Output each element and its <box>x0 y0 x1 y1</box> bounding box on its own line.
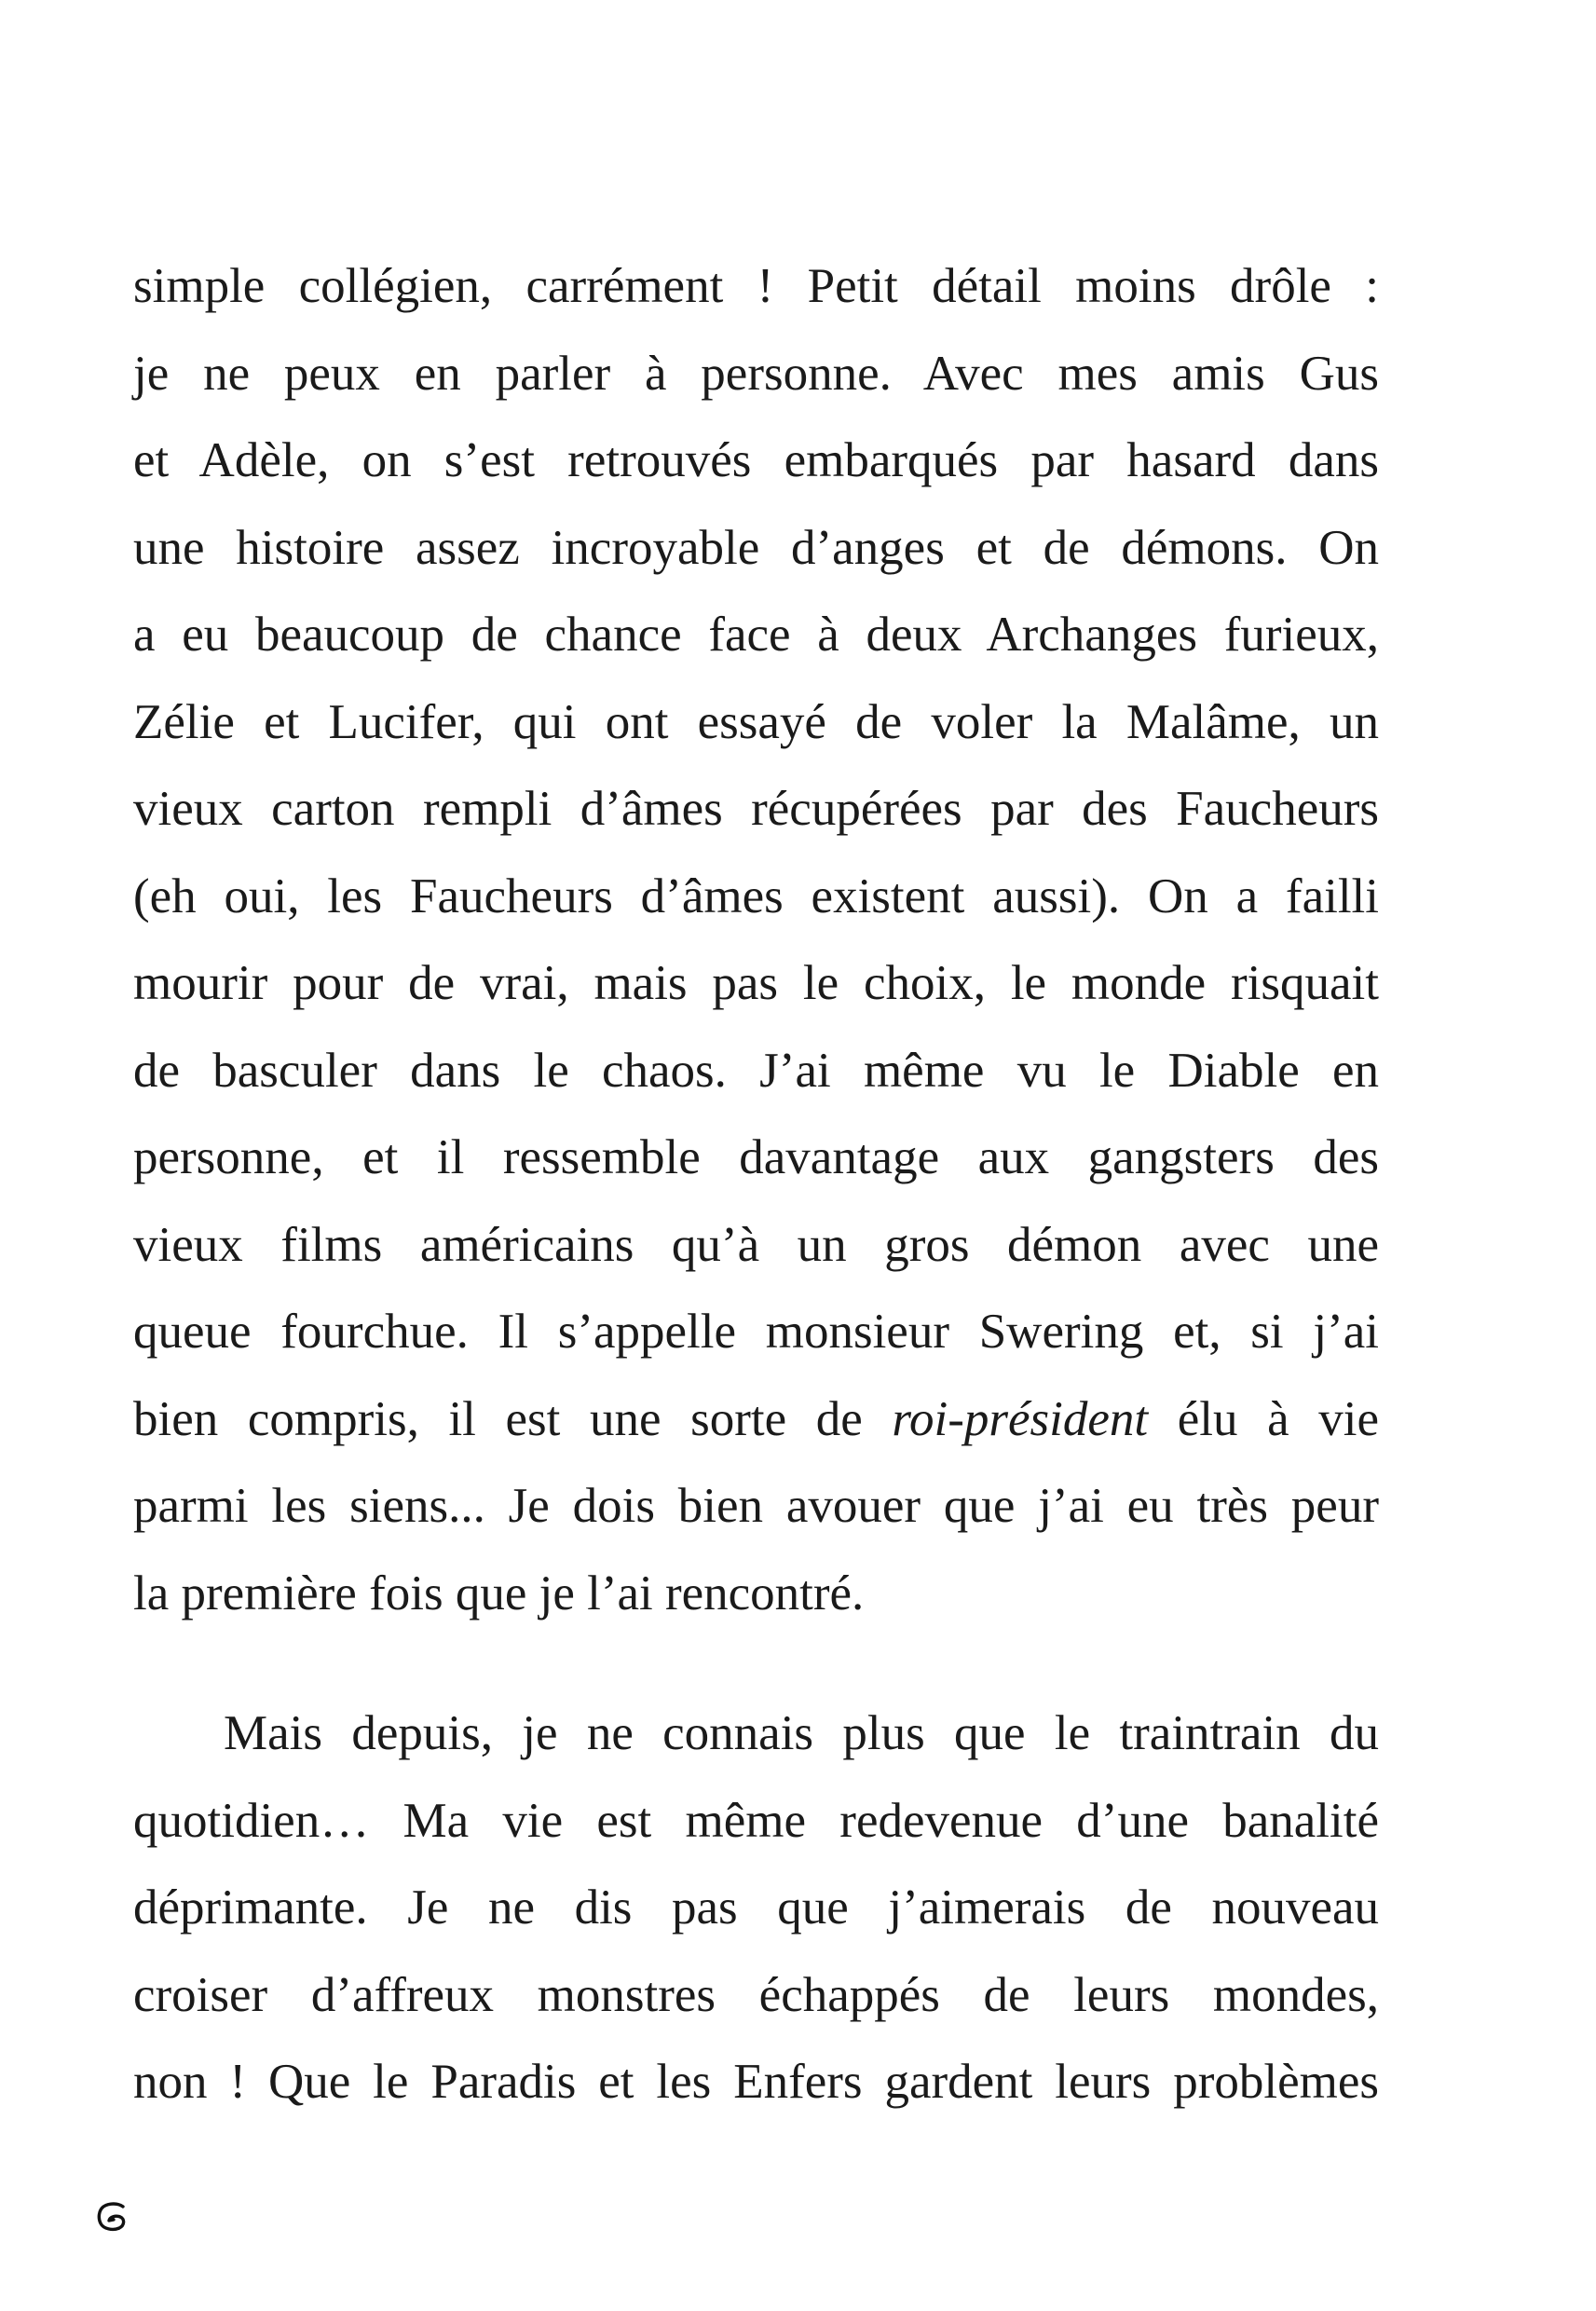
text-line: parmi les siens... Je dois bien avouer que j’ai eu très peur <box>133 1479 1379 1533</box>
text-line: de basculer dans le chaos. J’ai même vu le Diable en <box>133 1043 1379 1098</box>
text-segment: élu à vie <box>1148 1391 1379 1446</box>
text-line: la première fois que je l’ai rencontré. <box>133 1566 865 1620</box>
text-line: Zélie et Lucifer, qui ont essayé de voler la Malâme, un <box>133 694 1379 749</box>
text-line: et Adèle, on s’est retrouvés embarqués par hasard dans <box>133 433 1379 487</box>
text-line: personne, et il ressemble davantage aux gangsters des <box>133 1130 1379 1184</box>
italic-term: roi-président <box>892 1391 1149 1446</box>
text-line: je ne peux en parler à personne. Avec mes amis Gus <box>133 346 1379 401</box>
text-line: vieux carton rempli d’âmes récupérées par des Faucheurs <box>133 782 1379 836</box>
text-line-with-italic <box>133 1375 1379 1463</box>
text-line: déprimante. Je ne dis pas que j’aimerais de nouveau <box>133 1880 1379 1935</box>
text-line: Mais depuis, je ne connais plus que le traintrain du <box>224 1706 1379 1760</box>
page-number-glyph-icon <box>96 2201 128 2233</box>
text-line: (eh oui, les Faucheurs d’âmes existent aussi). On a failli <box>133 868 1379 923</box>
text-line: vieux films américains qu’à un gros démon avec une <box>133 1217 1379 1272</box>
text-line: quotidien… Ma vie est même redevenue d’une banalité <box>133 1793 1379 1848</box>
text-line: a eu beaucoup de chance face à deux Archanges furieux, <box>133 608 1379 662</box>
text-line: non ! Que le Paradis et les Enfers gardent leurs problèmes <box>133 2055 1379 2109</box>
text-line: croiser d’affreux monstres échappés de leurs mondes, <box>133 1967 1379 2022</box>
text-line: une histoire assez incroyable d’anges et de démons. On <box>133 520 1379 575</box>
page-number <box>96 2201 128 2233</box>
text-line: simple collégien, carrément ! Petit détail moins drôle : <box>133 259 1379 313</box>
text-segment: bien compris, il est une sorte de <box>133 1391 893 1446</box>
text-line: queue fourchue. Il s’appelle monsieur Swering et, si j’ai <box>133 1305 1379 1359</box>
text-line: mourir pour de vrai, mais pas le choix, le monde risquait <box>133 956 1379 1010</box>
